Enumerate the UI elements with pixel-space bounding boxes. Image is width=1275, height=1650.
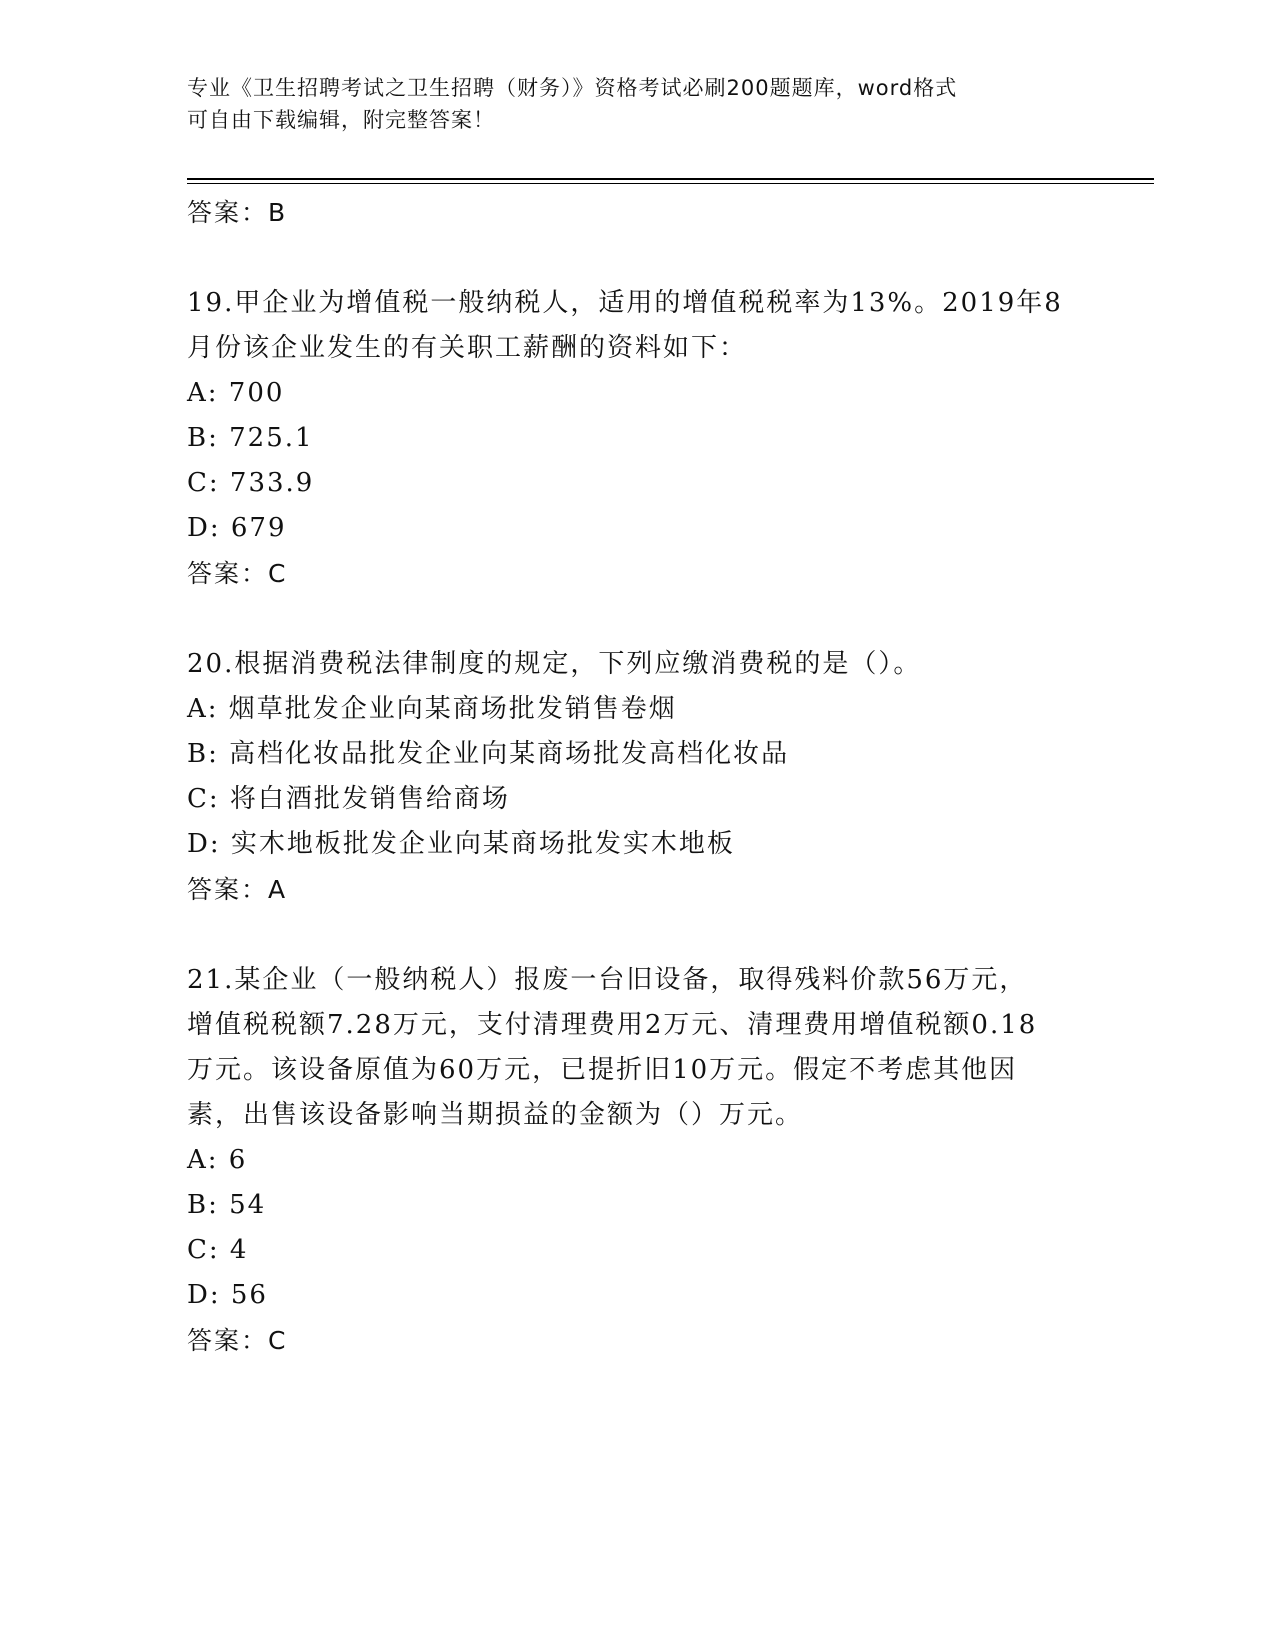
question-stem-line: 20.根据消费税法律制度的规定，下列应缴消费税的是（）。: [187, 649, 922, 679]
header-line-2: 可自由下载编辑，附完整答案！: [187, 108, 495, 132]
question-block: [187, 958, 1087, 1363]
option-a: A: 6: [187, 1145, 248, 1175]
option-d: D: 679: [187, 513, 287, 543]
header-divider-thin: [187, 183, 1154, 184]
option-b: B: 725.1: [187, 423, 314, 453]
question-stem: [187, 642, 1087, 687]
answer-line: 答案：A: [187, 875, 288, 904]
question-block: [187, 281, 1087, 596]
question-stem-line: 月份该企业发生的有关职工薪酬的资料如下：: [187, 333, 748, 363]
question-stem-line: 19.甲企业为增值税一般纳税人，适用的增值税税率为13%。2019年8: [187, 288, 1063, 318]
question-stem: [187, 958, 1087, 1138]
option-b: B: 高档化妆品批发企业向某商场批发高档化妆品: [187, 739, 790, 769]
question-stem-line: 素，出售该设备影响当期损益的金额为（）万元。: [187, 1100, 804, 1130]
header-divider-thick: [187, 178, 1154, 180]
question-stem-line: 万元。该设备原值为60万元，已提折旧10万元。假定不考虑其他因: [187, 1055, 1018, 1085]
question-block: [187, 642, 1087, 912]
option-b: B: 54: [187, 1190, 267, 1220]
answer-line: 答案：B: [187, 198, 288, 227]
option-c: C: 733.9: [187, 468, 315, 498]
question-stem: [187, 281, 1087, 371]
document-header: [187, 72, 1087, 136]
option-c: C: 4: [187, 1235, 249, 1265]
answer-line: 答案：C: [187, 1326, 288, 1355]
option-d: D: 实木地板批发企业向某商场批发实木地板: [187, 829, 735, 859]
answer-line: 答案：C: [187, 559, 288, 588]
document-body: [187, 190, 1087, 1363]
option-d: D: 56: [187, 1280, 268, 1310]
question-stem-line: 21.某企业（一般纳税人）报废一台旧设备，取得残料价款56万元，: [187, 965, 1028, 995]
option-a: A: 烟草批发企业向某商场批发销售卷烟: [187, 694, 677, 724]
option-c: C: 将白酒批发销售给商场: [187, 784, 510, 814]
option-a: A: 700: [187, 378, 285, 408]
question-stem-line: 增值税税额7.28万元，支付清理费用2万元、清理费用增值税额0.18: [187, 1010, 1038, 1040]
header-line-1: 专业《卫生招聘考试之卫生招聘（财务）》资格考试必刷200题题库，word格式: [187, 76, 958, 100]
